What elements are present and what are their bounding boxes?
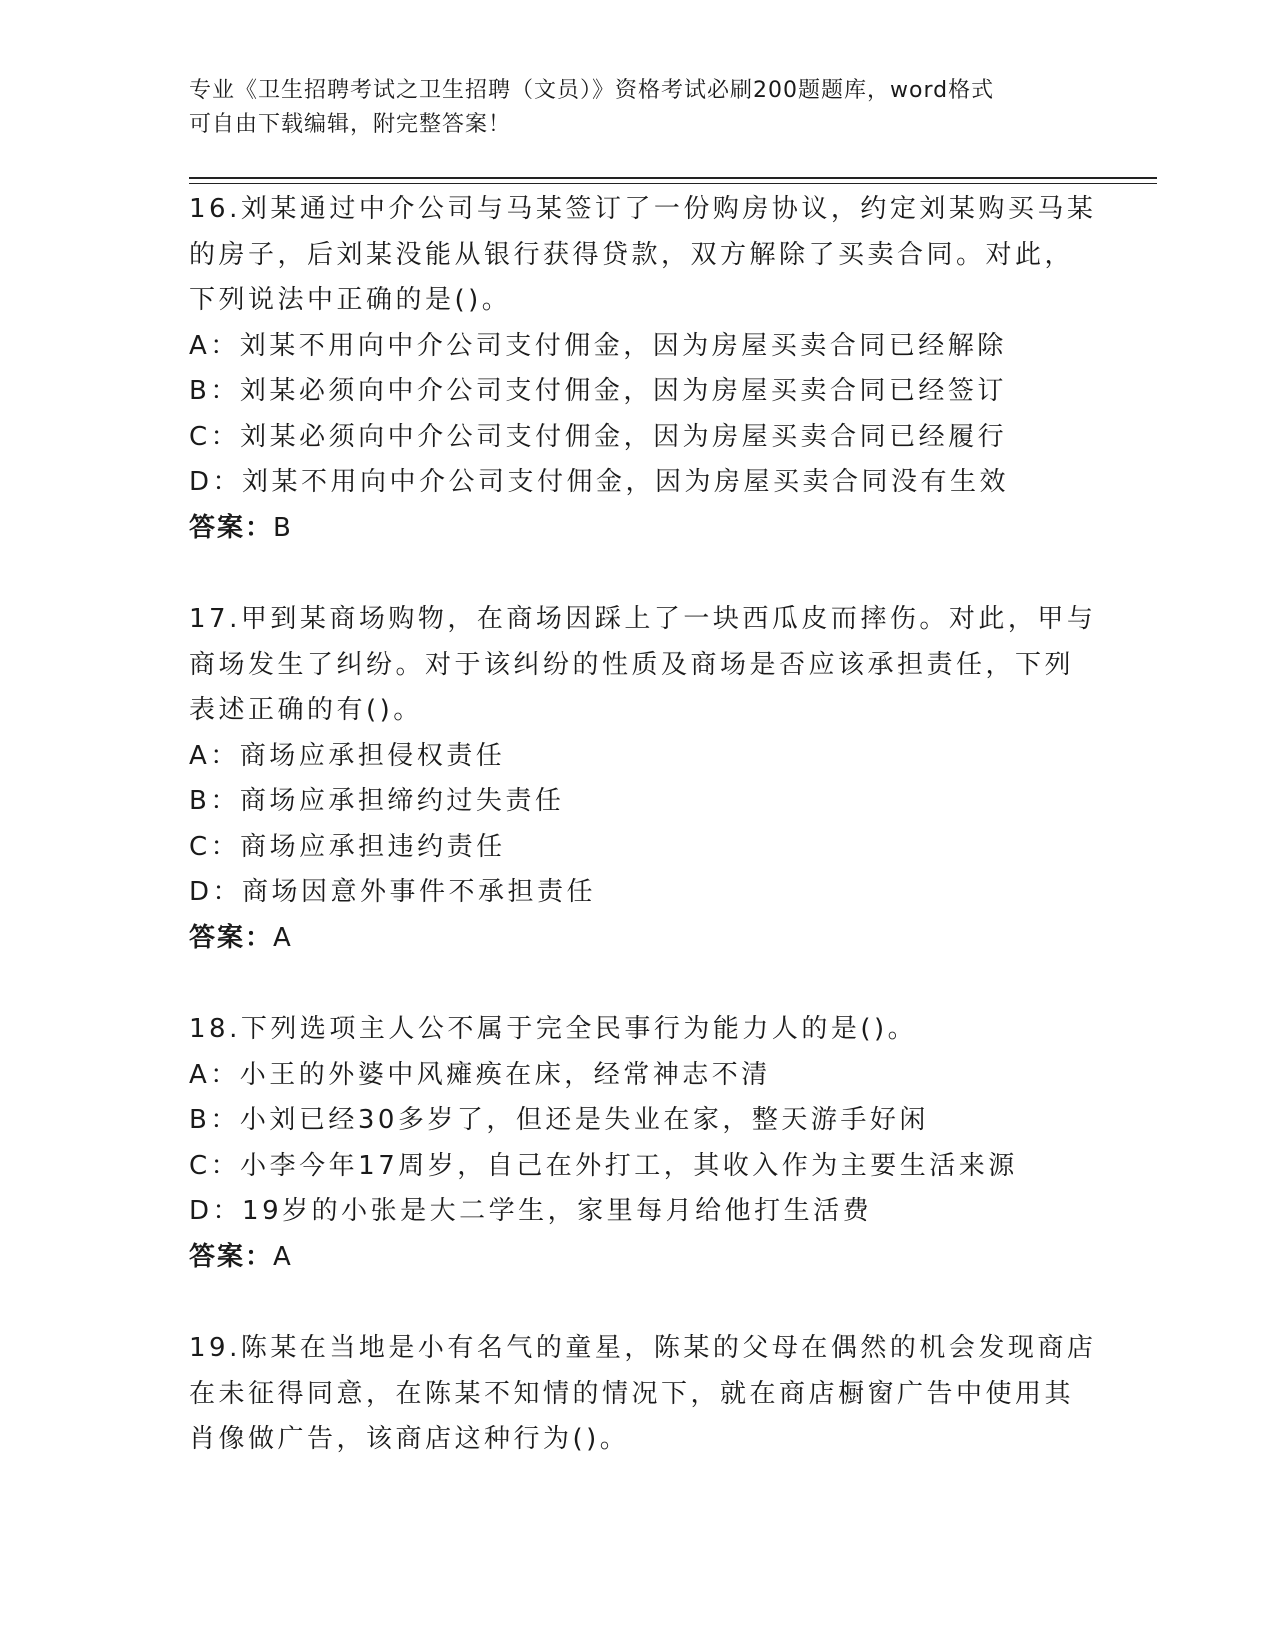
question-spacer — [189, 551, 1089, 597]
question-spacer — [189, 1280, 1089, 1326]
header-line-2: 可自由下载编辑，附完整答案！ — [189, 112, 512, 137]
answer-value: A — [273, 1241, 293, 1272]
answer-label: 答案： — [189, 1241, 274, 1272]
option-b: B：刘某必须向中介公司支付佣金，因为房屋买卖合同已经签订 — [189, 376, 1007, 406]
option-b: B：商场应承担缔约过失责任 — [189, 786, 565, 816]
header-divider — [189, 177, 1157, 179]
question-text-line: 下列说法中正确的是()。 — [189, 285, 512, 315]
answer-line — [189, 506, 1089, 552]
question-17 — [189, 597, 1097, 961]
option-a: A：商场应承担侵权责任 — [189, 740, 506, 771]
question-text-line: 16.刘某通过中介公司与马某签订了一份购房协议，约定刘某购买马某 — [189, 194, 1097, 224]
answer-label: 答案： — [189, 512, 274, 543]
question-list — [189, 187, 1097, 1463]
option-a: A：刘某不用向中介公司支付佣金，因为房屋买卖合同已经解除 — [189, 330, 1007, 361]
option-a: A：小王的外婆中风瘫痪在床，经常神志不清 — [189, 1059, 771, 1090]
option-c: C：刘某必须向中介公司支付佣金，因为房屋买卖合同已经履行 — [189, 421, 1008, 452]
answer-value: A — [273, 922, 293, 953]
answer-value: B — [273, 512, 293, 543]
question-18 — [189, 1007, 1089, 1280]
option-d: D：19岁的小张是大二学生，家里每月给他打生活费 — [189, 1196, 873, 1226]
question-19 — [189, 1326, 1097, 1463]
header-divider-thin — [189, 183, 1157, 184]
question-16 — [189, 187, 1097, 551]
header-line-1: 专业《卫生招聘考试之卫生招聘（文员）》资格考试必刷200题题库，word格式 — [189, 78, 995, 103]
question-text-line: 19.陈某在当地是小有名气的童星，陈某的父母在偶然的机会发现商店 — [189, 1333, 1097, 1363]
question-text-line: 表述正确的有()。 — [189, 695, 423, 725]
answer-line — [189, 1235, 1089, 1281]
page-header — [189, 74, 1089, 142]
question-spacer — [189, 961, 1089, 1007]
option-c: C：商场应承担违约责任 — [189, 831, 506, 862]
option-d: D：刘某不用向中介公司支付佣金，因为房屋买卖合同没有生效 — [189, 467, 1010, 497]
answer-line — [189, 916, 1089, 962]
option-b: B：小刘已经30多岁了，但还是失业在家，整天游手好闲 — [189, 1105, 929, 1135]
question-text-line: 18.下列选项主人公不属于完全民事行为能力人的是()。 — [189, 1014, 918, 1044]
question-text-line: 在未征得同意，在陈某不知情的情况下，就在商店橱窗广告中使用其 — [189, 1378, 1075, 1409]
question-text-line: 的房子，后刘某没能从银行获得贷款，双方解除了买卖合同。对此， — [189, 239, 1075, 270]
option-d: D：商场因意外事件不承担责任 — [189, 877, 597, 907]
option-c: C：小李今年17周岁，自己在外打工，其收入作为主要生活来源 — [189, 1150, 1018, 1181]
question-text-line: 17.甲到某商场购物，在商场因踩上了一块西瓜皮而摔伤。对此，甲与 — [189, 604, 1097, 634]
question-text-line: 肖像做广告，该商店这种行为()。 — [189, 1424, 630, 1454]
question-text-line: 商场发生了纠纷。对于该纠纷的性质及商场是否应该承担责任，下列 — [189, 649, 1075, 680]
answer-label: 答案： — [189, 922, 274, 953]
